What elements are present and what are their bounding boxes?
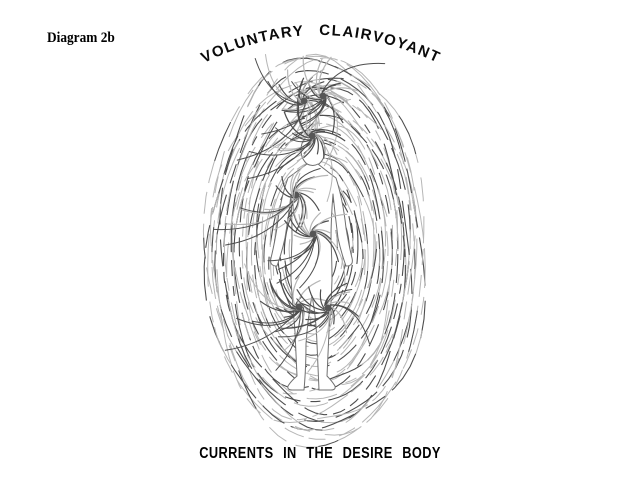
caption-text: CURRENTS IN THE DESIRE BODY	[199, 445, 441, 462]
figure-body	[271, 164, 353, 390]
arc-title: VOLUNTARY CLAIRVOYANT	[198, 21, 444, 67]
caption	[0, 445, 640, 463]
diagram-label: Diagram 2b	[47, 30, 115, 46]
